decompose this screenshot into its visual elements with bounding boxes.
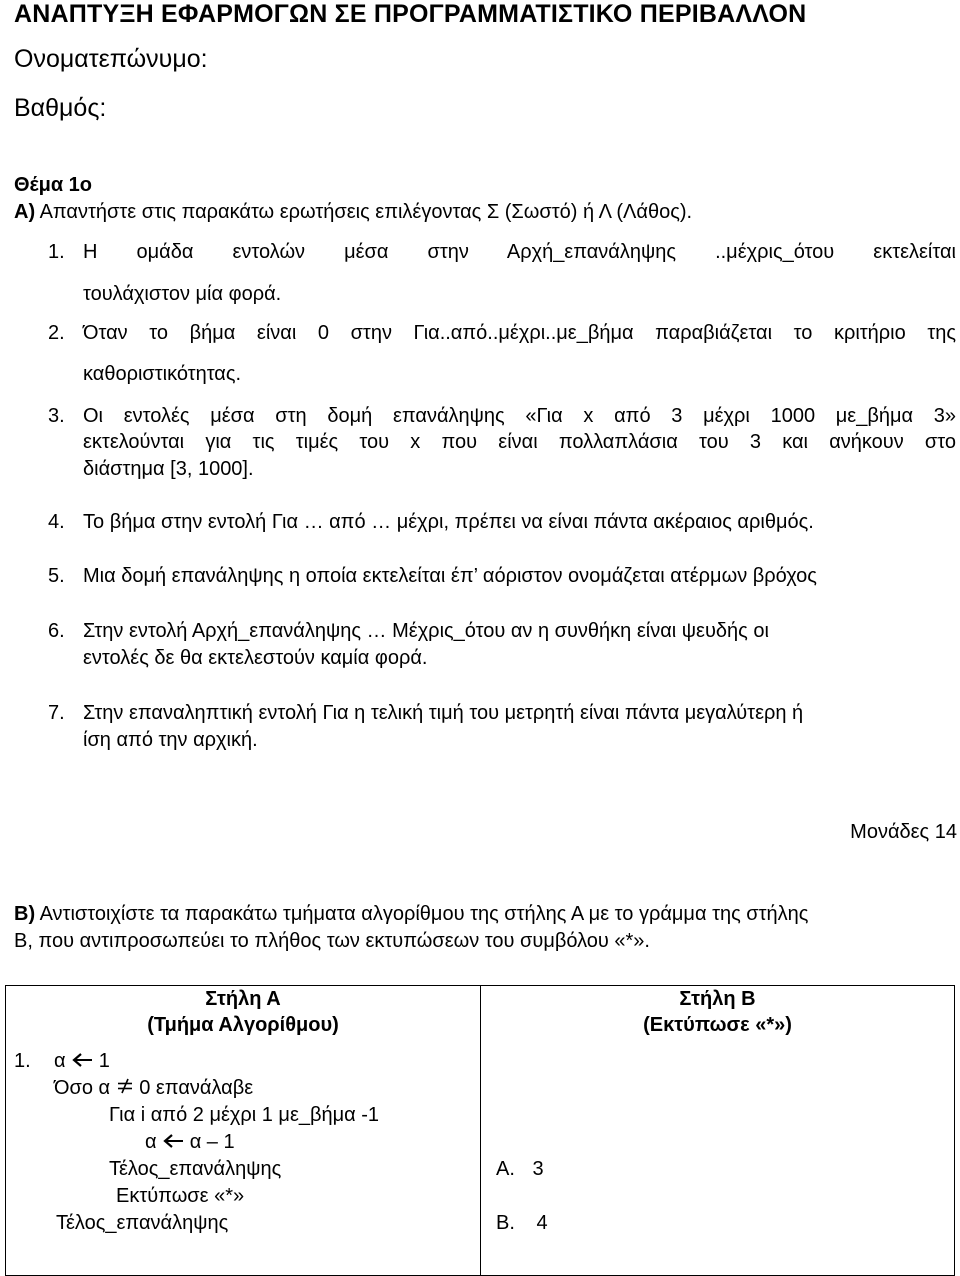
part-b-instruction-line-2: Β, που αντιπροσωπεύει το πλήθος των εκτυπώσεων του συμβόλου «*». — [14, 930, 650, 952]
variable-a: α — [54, 1050, 66, 1072]
column-b-cell — [481, 986, 955, 1276]
assigned-value: 1 — [98, 1050, 110, 1072]
answer-letter: Α. — [496, 1158, 515, 1180]
question-6-line-1: Στην εντολή Αρχή_επανάληψης … Μέχρις_ότου αν η συνθήκη είναι ψευδής οι — [83, 620, 769, 642]
column-a-title: Στήλη Α — [205, 988, 281, 1010]
answer-letter: Β. — [496, 1212, 515, 1234]
algorithm-line-7: Τέλος_επανάληψης — [56, 1212, 229, 1234]
matching-table — [5, 985, 955, 1276]
algorithm-line-5: Τέλος_επανάληψης — [109, 1158, 282, 1180]
algorithm-line-4 — [145, 1131, 235, 1154]
question-number: 7. — [48, 702, 65, 724]
part-b-instruction-line-1 — [14, 903, 808, 926]
question-3-line-1: Οι εντολές μέσα στη δομή επανάληψης «Για x από 3 μέχρι 1000 με_βήμα 3» — [83, 405, 956, 427]
assigned-expression: α – 1 — [189, 1131, 235, 1153]
question-1-line-2: τουλάχιστον μία φορά. — [83, 283, 282, 305]
question-number: 1. — [48, 241, 65, 263]
part-a-label: Α) — [14, 201, 36, 223]
question-2-line-1: Όταν το βήμα είναι 0 στην Για..από..μέχρι..με_βήμα παραβιάζεται το κριτήριο της — [83, 322, 956, 344]
assignment-arrow-icon — [162, 1131, 184, 1154]
question-1-line-1: Η ομάδα εντολών μέσα στην Αρχή_επανάληψης ..μέχρις_ότου εκτελείται — [83, 241, 956, 263]
algorithm-line-3: Για i από 2 μέχρι 1 με_βήμα -1 — [109, 1104, 380, 1126]
topic-heading: Θέμα 1ο — [14, 174, 93, 196]
answer-option — [496, 1158, 544, 1181]
question-number: 5. — [48, 565, 65, 587]
part-b-instruction-text: Αντιστοιχίστε τα παρακάτω τμήματα αλγορίθμου της στήλης Α με το γράμμα της στήλης — [39, 903, 809, 925]
column-a-subtitle: (Τμήμα Αλγορίθμου) — [147, 1014, 339, 1036]
document-title: ΑΝΑΠΤΥΞΗ ΕΦΑΡΜΟΓΩΝ ΣΕ ΠΡΟΓΡΑΜΜΑΤΙΣΤΙΚΟ ΠΕΡΙΒΑΛΛΟΝ — [14, 0, 807, 28]
answer-option — [496, 1212, 548, 1235]
while-condition-rest: 0 επανάλαβε — [139, 1077, 254, 1099]
not-equal-icon — [116, 1077, 134, 1100]
question-7-line-1: Στην επαναληπτική εντολή Για η τελική τιμή του μετρητή είναι πάντα μεγαλύτερη ή — [83, 702, 804, 724]
question-5-line-1: Μια δομή επανάληψης η οποία εκτελείται έπ’ αόριστον ονομάζεται ατέρμων βρόχος — [83, 565, 817, 587]
assignment-arrow-icon — [71, 1050, 93, 1073]
units-label: Μονάδες 14 — [850, 821, 957, 843]
question-number: 3. — [48, 405, 65, 427]
grade-label: Βαθμός: — [14, 94, 107, 122]
name-label: Ονοματεπώνυμο: — [14, 45, 208, 73]
column-b-title: Στήλη Β — [679, 988, 756, 1010]
variable-a: α — [145, 1131, 157, 1153]
part-a-instruction-text: Απαντήστε στις παρακάτω ερωτήσεις επιλέγοντας Σ (Σωστό) ή Λ (Λάθος). — [39, 201, 693, 223]
part-a-instruction — [14, 201, 692, 224]
algorithm-line-2 — [54, 1077, 253, 1100]
algorithm-line-1 — [54, 1050, 110, 1073]
question-2-line-2: καθοριστικότητας. — [83, 363, 242, 385]
answer-value: 4 — [536, 1212, 548, 1234]
column-a-cell — [6, 986, 481, 1276]
question-3-line-2: εκτελούνται για τις τιμές του x που είναι πολλαπλάσια του 3 και ανήκουν στο — [83, 431, 956, 453]
question-number: 4. — [48, 511, 65, 533]
column-b-subtitle: (Εκτύπωσε «*») — [643, 1014, 792, 1036]
algorithm-number: 1. — [14, 1050, 31, 1072]
while-keyword: Όσο α — [54, 1077, 111, 1099]
question-number: 6. — [48, 620, 65, 642]
algorithm-line-6: Εκτύπωσε «*» — [116, 1185, 245, 1207]
part-b-label: Β) — [14, 903, 36, 925]
question-number: 2. — [48, 322, 65, 344]
question-6-line-2: εντολές δε θα εκτελεστούν καμία φορά. — [83, 647, 428, 669]
question-3-line-3: διάστημα [3, 1000]. — [83, 458, 254, 480]
question-4-line-1: Το βήμα στην εντολή Για … από … μέχρι, πρέπει να είναι πάντα ακέραιος αριθμός. — [83, 511, 814, 533]
answer-value: 3 — [532, 1158, 544, 1180]
question-7-line-2: ίση από την αρχική. — [83, 729, 258, 751]
